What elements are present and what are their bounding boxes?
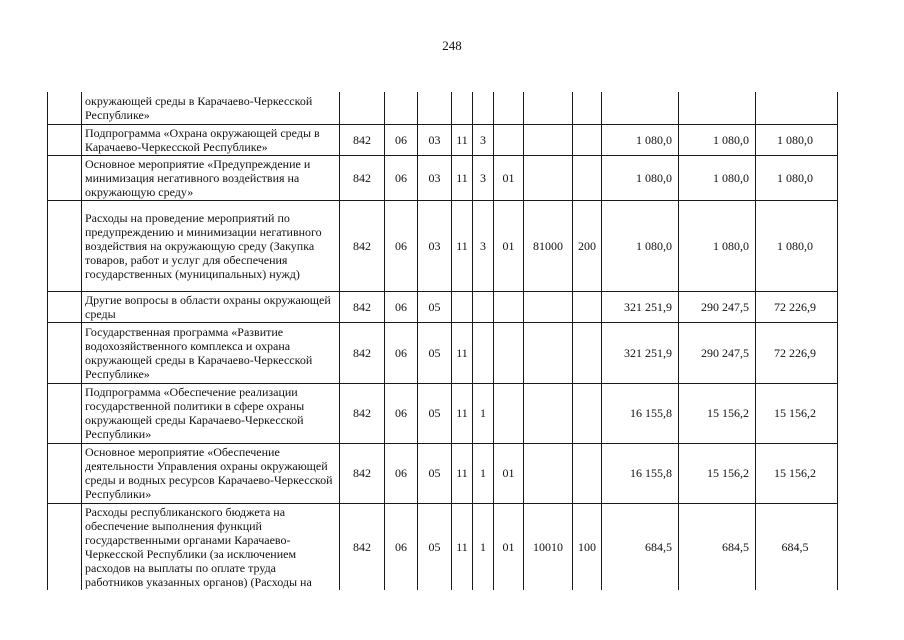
row-number-cell <box>48 291 82 322</box>
subsection-cell <box>418 92 452 124</box>
subsection-cell: 05 <box>418 322 452 383</box>
amount-year-1-cell: 1 080,0 <box>602 155 679 200</box>
event-cell <box>494 322 524 383</box>
amount-year-2-cell: 290 247,5 <box>679 322 756 383</box>
item-name-cell: Расходы республиканского бюджета на обеспечение выполнения функций государственными органами Карачаево-Черкесской Республики (за исключением расходов на выплаты по оплате труда работников указанных органов) (Расходы на <box>82 503 340 590</box>
subsection-cell: 05 <box>418 291 452 322</box>
ministry-code-cell: 842 <box>340 322 385 383</box>
amount-year-1-cell: 1 080,0 <box>602 200 679 291</box>
ministry-code-cell: 842 <box>340 200 385 291</box>
amount-year-1-cell: 16 155,8 <box>602 443 679 503</box>
row-number-cell <box>48 503 82 590</box>
table-row <box>48 322 838 383</box>
event-cell <box>494 124 524 155</box>
amount-year-3-cell: 15 156,2 <box>756 443 838 503</box>
row-number-cell <box>48 443 82 503</box>
amount-year-3-cell <box>756 92 838 124</box>
program-cell: 11 <box>452 503 473 590</box>
ministry-code-cell: 842 <box>340 124 385 155</box>
direction-cell <box>524 155 573 200</box>
expense-type-cell <box>573 443 602 503</box>
program-cell: 11 <box>452 443 473 503</box>
section-cell: 06 <box>385 322 418 383</box>
subsection-cell: 03 <box>418 155 452 200</box>
amount-year-1-cell: 321 251,9 <box>602 291 679 322</box>
direction-cell <box>524 92 573 124</box>
amount-year-3-cell: 1 080,0 <box>756 124 838 155</box>
amount-year-3-cell: 1 080,0 <box>756 155 838 200</box>
budget-table <box>47 92 838 590</box>
expense-type-cell: 100 <box>573 503 602 590</box>
program-cell: 11 <box>452 124 473 155</box>
subprogram-cell <box>473 291 494 322</box>
amount-year-2-cell: 1 080,0 <box>679 124 756 155</box>
subprogram-cell: 3 <box>473 200 494 291</box>
subprogram-cell <box>473 322 494 383</box>
expense-type-cell <box>573 155 602 200</box>
program-cell: 11 <box>452 155 473 200</box>
ministry-code-cell: 842 <box>340 155 385 200</box>
program-cell <box>452 92 473 124</box>
direction-cell <box>524 443 573 503</box>
section-cell: 06 <box>385 200 418 291</box>
row-number-cell <box>48 155 82 200</box>
table-row <box>48 443 838 503</box>
amount-year-2-cell: 15 156,2 <box>679 383 756 443</box>
section-cell <box>385 92 418 124</box>
amount-year-2-cell: 15 156,2 <box>679 443 756 503</box>
event-cell <box>494 92 524 124</box>
amount-year-3-cell: 1 080,0 <box>756 200 838 291</box>
expense-type-cell: 200 <box>573 200 602 291</box>
amount-year-2-cell: 1 080,0 <box>679 200 756 291</box>
row-number-cell <box>48 92 82 124</box>
expense-type-cell <box>573 291 602 322</box>
event-cell: 01 <box>494 443 524 503</box>
subsection-cell: 05 <box>418 443 452 503</box>
amount-year-1-cell: 684,5 <box>602 503 679 590</box>
program-cell: 11 <box>452 200 473 291</box>
item-name-cell: Подпрограмма «Обеспечение реализации государственной политики в сфере охраны окружающей среды Карачаево-Черкесской Республики» <box>82 383 340 443</box>
row-number-cell <box>48 200 82 291</box>
event-cell: 01 <box>494 155 524 200</box>
subsection-cell: 03 <box>418 124 452 155</box>
amount-year-2-cell: 684,5 <box>679 503 756 590</box>
table-row <box>48 503 838 590</box>
ministry-code-cell: 842 <box>340 443 385 503</box>
ministry-code-cell: 842 <box>340 503 385 590</box>
item-name-cell: Расходы на проведение мероприятий по предупреждению и минимизации негативного воздействия на окружающую среду (Закупка товаров, работ и услуг для обеспечения государственных (муниципальных) нужд) <box>82 200 340 291</box>
direction-cell <box>524 383 573 443</box>
amount-year-3-cell: 15 156,2 <box>756 383 838 443</box>
amount-year-2-cell: 1 080,0 <box>679 155 756 200</box>
program-cell: 11 <box>452 383 473 443</box>
subprogram-cell: 1 <box>473 383 494 443</box>
expense-type-cell <box>573 322 602 383</box>
table-row <box>48 155 838 200</box>
budget-table-body <box>48 92 838 590</box>
page-number: 248 <box>442 38 462 53</box>
event-cell <box>494 291 524 322</box>
event-cell <box>494 383 524 443</box>
item-name-cell: Государственная программа «Развитие водохозяйственного комплекса и охрана окружающей среды в Карачаево-Черкесской Республике» <box>82 322 340 383</box>
amount-year-2-cell <box>679 92 756 124</box>
subprogram-cell: 3 <box>473 124 494 155</box>
ministry-code-cell: 842 <box>340 291 385 322</box>
item-name-cell: Подпрограмма «Охрана окружающей среды в Карачаево-Черкесской Республике» <box>82 124 340 155</box>
program-cell: 11 <box>452 322 473 383</box>
event-cell: 01 <box>494 503 524 590</box>
section-cell: 06 <box>385 124 418 155</box>
amount-year-2-cell: 290 247,5 <box>679 291 756 322</box>
row-number-cell <box>48 124 82 155</box>
amount-year-1-cell: 321 251,9 <box>602 322 679 383</box>
table-row <box>48 291 838 322</box>
subprogram-cell: 3 <box>473 155 494 200</box>
table-row <box>48 200 838 291</box>
subsection-cell: 05 <box>418 383 452 443</box>
expense-type-cell <box>573 92 602 124</box>
subprogram-cell: 1 <box>473 443 494 503</box>
amount-year-3-cell: 72 226,9 <box>756 322 838 383</box>
subprogram-cell: 1 <box>473 503 494 590</box>
direction-cell <box>524 322 573 383</box>
section-cell: 06 <box>385 291 418 322</box>
item-name-cell: окружающей среды в Карачаево-Черкесской Республике» <box>82 92 340 124</box>
section-cell: 06 <box>385 443 418 503</box>
ministry-code-cell <box>340 92 385 124</box>
ministry-code-cell: 842 <box>340 383 385 443</box>
event-cell: 01 <box>494 200 524 291</box>
amount-year-1-cell: 1 080,0 <box>602 124 679 155</box>
direction-cell: 81000 <box>524 200 573 291</box>
row-number-cell <box>48 322 82 383</box>
item-name-cell: Другие вопросы в области охраны окружающей среды <box>82 291 340 322</box>
section-cell: 06 <box>385 155 418 200</box>
expense-type-cell <box>573 124 602 155</box>
section-cell: 06 <box>385 503 418 590</box>
subprogram-cell <box>473 92 494 124</box>
direction-cell <box>524 291 573 322</box>
amount-year-1-cell <box>602 92 679 124</box>
subsection-cell: 03 <box>418 200 452 291</box>
section-cell: 06 <box>385 383 418 443</box>
item-name-cell: Основное мероприятие «Обеспечение деятельности Управления охраны окружающей среды и водных ресурсов Карачаево-Черкесской Республики» <box>82 443 340 503</box>
amount-year-3-cell: 684,5 <box>756 503 838 590</box>
table-row <box>48 124 838 155</box>
amount-year-3-cell: 72 226,9 <box>756 291 838 322</box>
row-number-cell <box>48 383 82 443</box>
expense-type-cell <box>573 383 602 443</box>
item-name-cell: Основное мероприятие «Предупреждение и минимизация негативного воздействия на окружающую среду» <box>82 155 340 200</box>
direction-cell: 10010 <box>524 503 573 590</box>
program-cell <box>452 291 473 322</box>
table-row <box>48 383 838 443</box>
table-row <box>48 92 838 124</box>
subsection-cell: 05 <box>418 503 452 590</box>
direction-cell <box>524 124 573 155</box>
amount-year-1-cell: 16 155,8 <box>602 383 679 443</box>
